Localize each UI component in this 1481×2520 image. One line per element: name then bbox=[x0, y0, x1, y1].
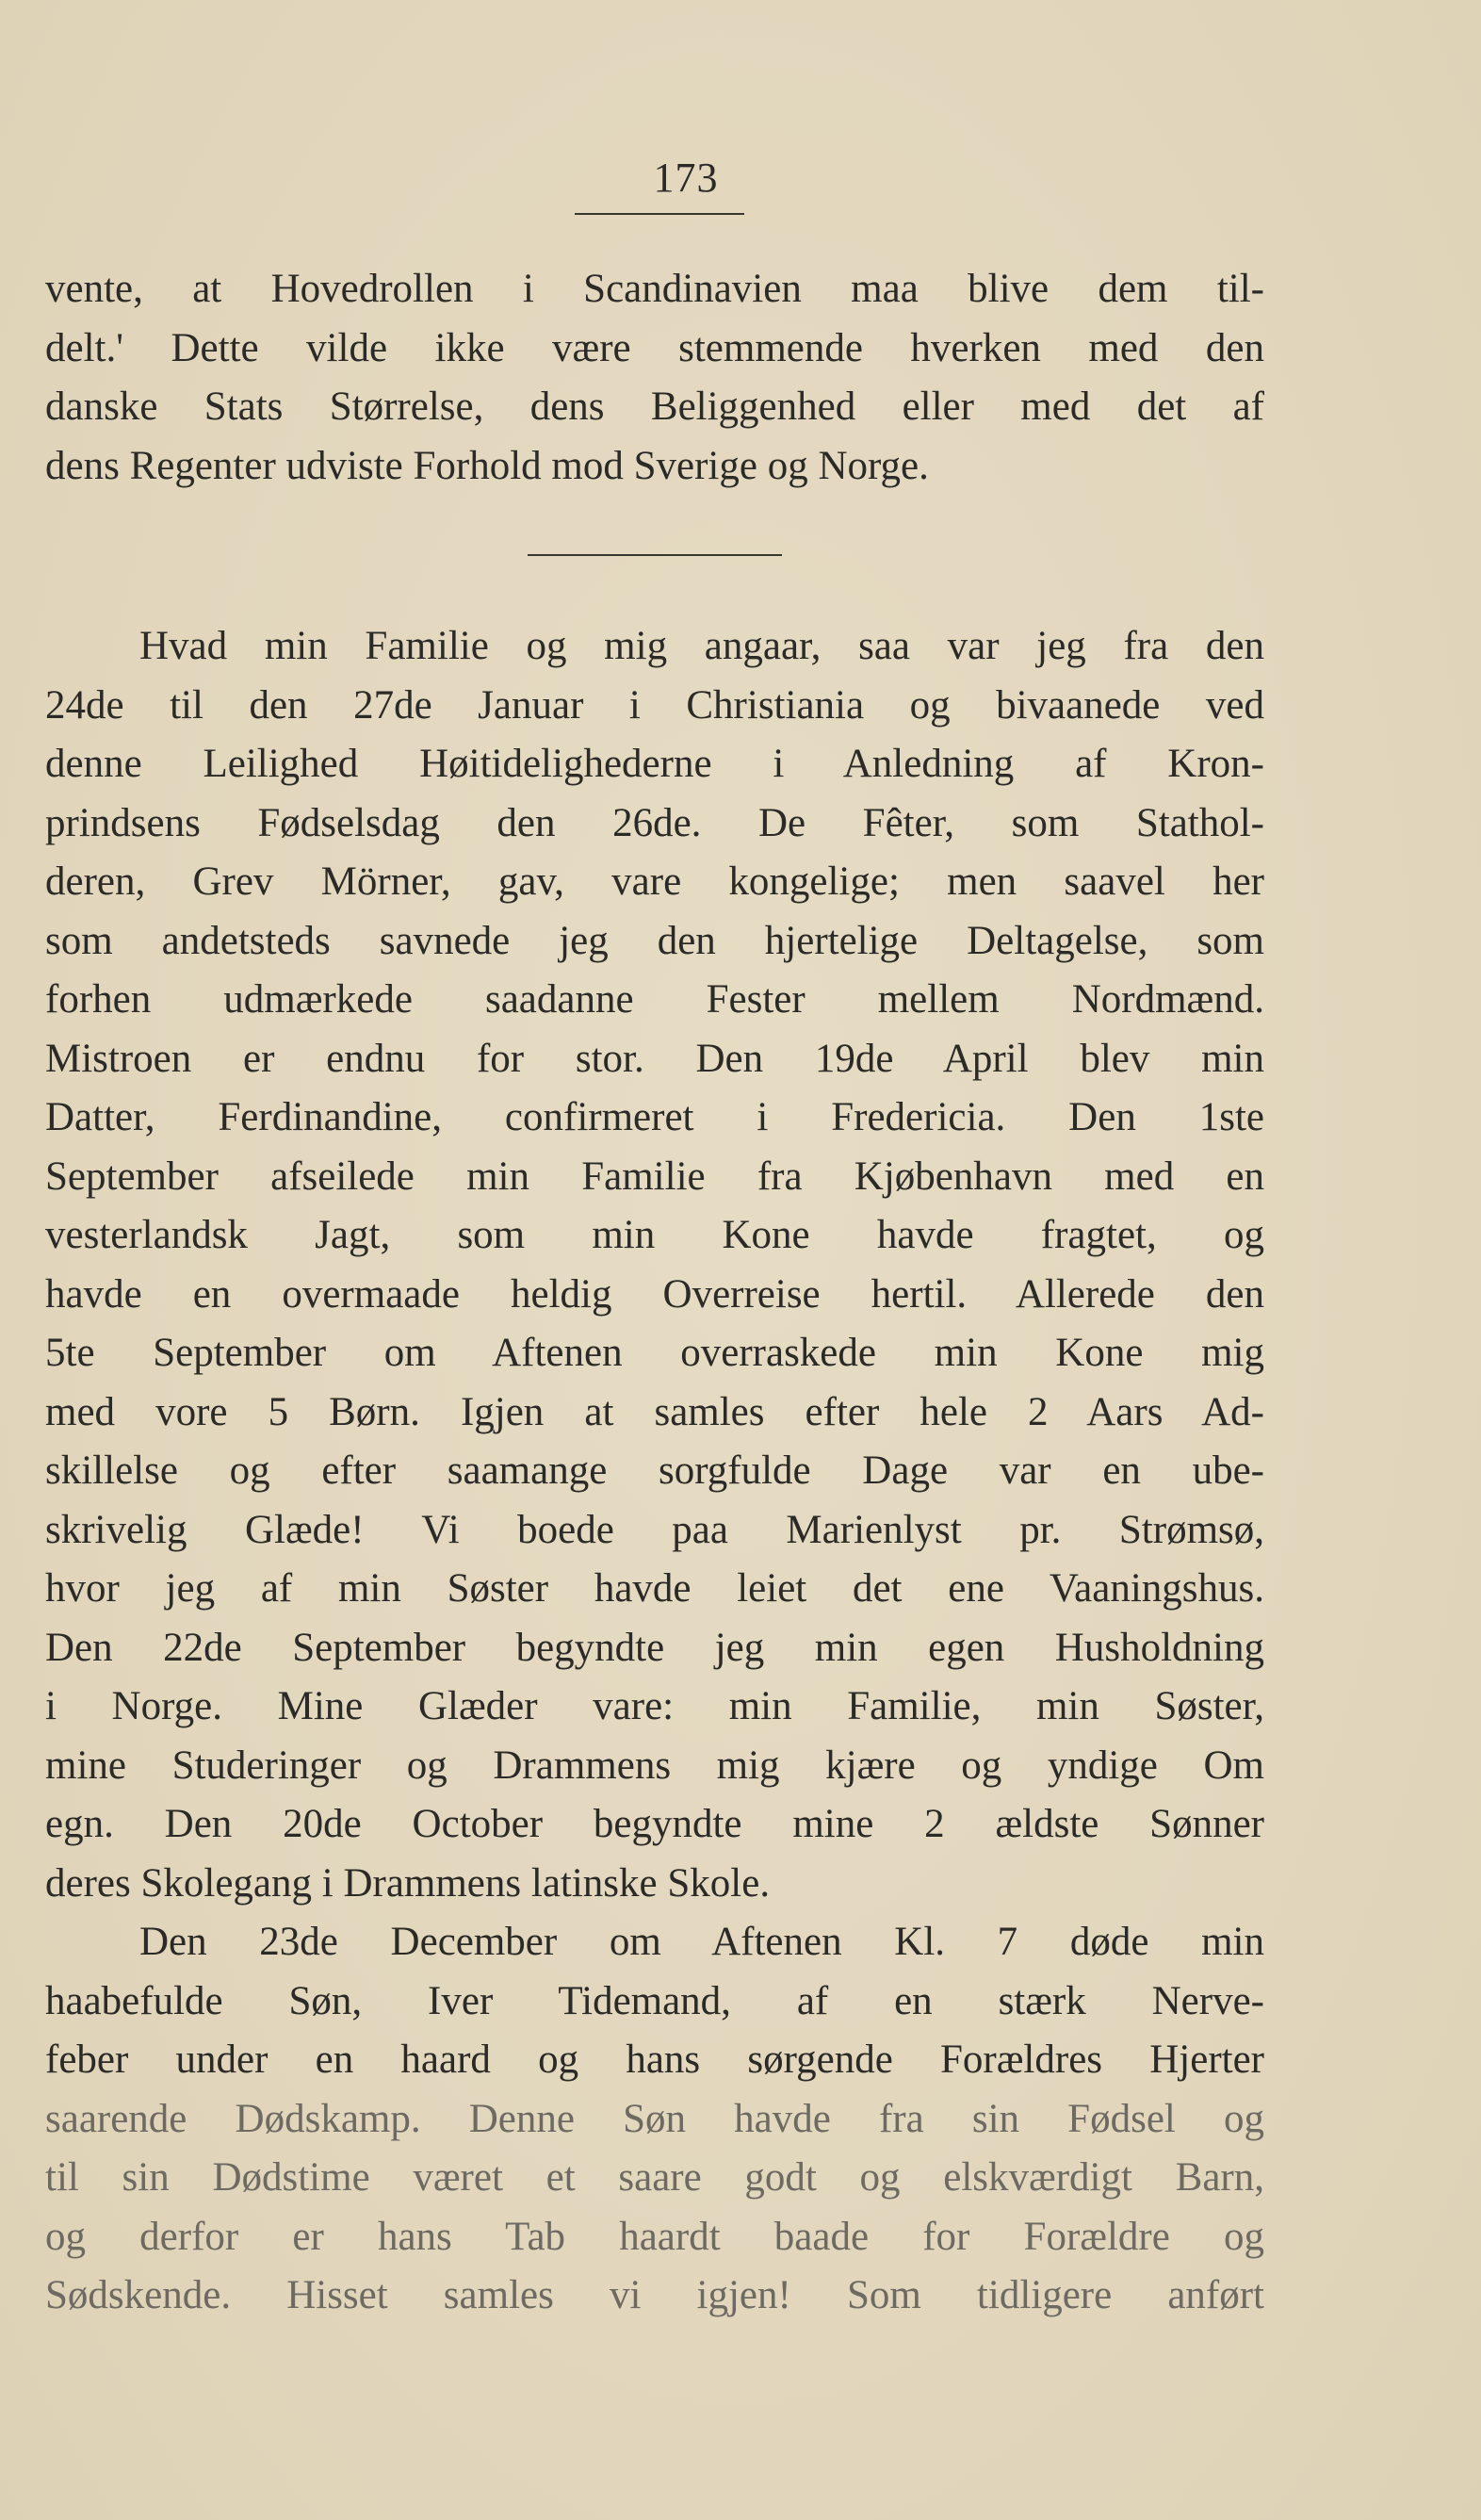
text-line: skrivelig Glæde! Vi boede paa Marienlyst pr. Strømsø, bbox=[45, 1507, 1264, 1552]
section-divider bbox=[528, 554, 782, 556]
text-line: egn. Den 20de October begyndte mine 2 ældste Sønner bbox=[45, 1802, 1264, 1846]
text-line: feber under en haard og hans sørgende Forældres Hjerter bbox=[45, 2037, 1264, 2082]
text-line: saarende Dødskamp. Denne Søn havde fra sin Fødsel og bbox=[45, 2096, 1264, 2141]
text-line: hvor jeg af min Søster havde leiet det ene Vaaningshus. bbox=[45, 1566, 1264, 1611]
page-number: 173 bbox=[653, 155, 719, 201]
text-line: vesterlandsk Jagt, som min Kone havde fragtet, og bbox=[45, 1213, 1264, 1257]
text-line: dens Regenter udviste Forhold mod Sverige og Norge. bbox=[45, 443, 929, 488]
text-line: til sin Dødstime været et saare godt og elskværdigt Barn, bbox=[45, 2155, 1264, 2200]
text-line: havde en overmaade heldig Overreise hertil. Allerede den bbox=[45, 1271, 1264, 1317]
text-line: Sødskende. Hisset samles vi igjen! Som tidligere anført bbox=[45, 2273, 1264, 2317]
text-line: med vore 5 Børn. Igjen at samles efter hele 2 Aars Ad- bbox=[45, 1389, 1264, 1434]
text-line: Den 22de September begyndte jeg min egen Husholdning bbox=[45, 1625, 1264, 1670]
text-line: haabefulde Søn, Iver Tidemand, af en stærk Nerve- bbox=[45, 1978, 1264, 2023]
text-line: 24de til den 27de Januar i Christiania og bivaanede ved bbox=[45, 682, 1264, 728]
text-line: 5te September om Aftenen overraskede min Kone mig bbox=[45, 1331, 1264, 1375]
continuation-paragraph bbox=[45, 260, 1264, 496]
text-line: Hvad min Familie og mig angaar, saa var jeg fra den bbox=[139, 624, 1264, 668]
text-line: vente, at Hovedrollen i Scandinavien maa blive dem til- bbox=[45, 267, 1264, 311]
text-line: Den 23de December om Aftenen Kl. 7 døde min bbox=[139, 1920, 1264, 1964]
text-line: Mistroen er endnu for stor. Den 19de April blev min bbox=[45, 1036, 1264, 1081]
text-line: mine Studeringer og Drammens mig kjære og yndige Om bbox=[45, 1743, 1264, 1788]
text-line: skillelse og efter saamange sorgfulde Dage var en ube- bbox=[45, 1448, 1264, 1493]
text-line: deren, Grev Mörner, gav, vare kongelige; men saavel her bbox=[45, 859, 1264, 904]
text-line: som andetsteds savnede jeg den hjertelige Deltagelse, som bbox=[45, 918, 1264, 963]
text-line: delt.' Dette vilde ikke være stemmende hverken med den bbox=[45, 325, 1264, 370]
text-line: danske Stats Størrelse, dens Beliggenhed eller med det af bbox=[45, 385, 1264, 429]
text-line: forhen udmærkede saadanne Fester mellem Nordmænd. bbox=[45, 977, 1264, 1022]
text-line: og derfor er hans Tab haardt baade for Forældre og bbox=[45, 2214, 1264, 2259]
text-line: i Norge. Mine Glæder vare: min Familie, min Søster, bbox=[45, 1684, 1264, 1728]
text-line: prindsens Fødselsdag den 26de. De Fêter, som Stathol- bbox=[45, 800, 1264, 845]
text-line: September afseilede min Familie fra Kjøbenhavn med en bbox=[45, 1154, 1264, 1199]
main-text bbox=[45, 617, 1264, 2326]
text-line: denne Leilighed Høitidelighederne i Anledning af Kron- bbox=[45, 742, 1264, 786]
text-line: Datter, Ferdinandine, confirmeret i Fredericia. Den 1ste bbox=[45, 1095, 1264, 1139]
page-number-rule bbox=[575, 213, 744, 215]
text-line: deres Skolegang i Drammens latinske Skole. bbox=[45, 1860, 771, 1906]
